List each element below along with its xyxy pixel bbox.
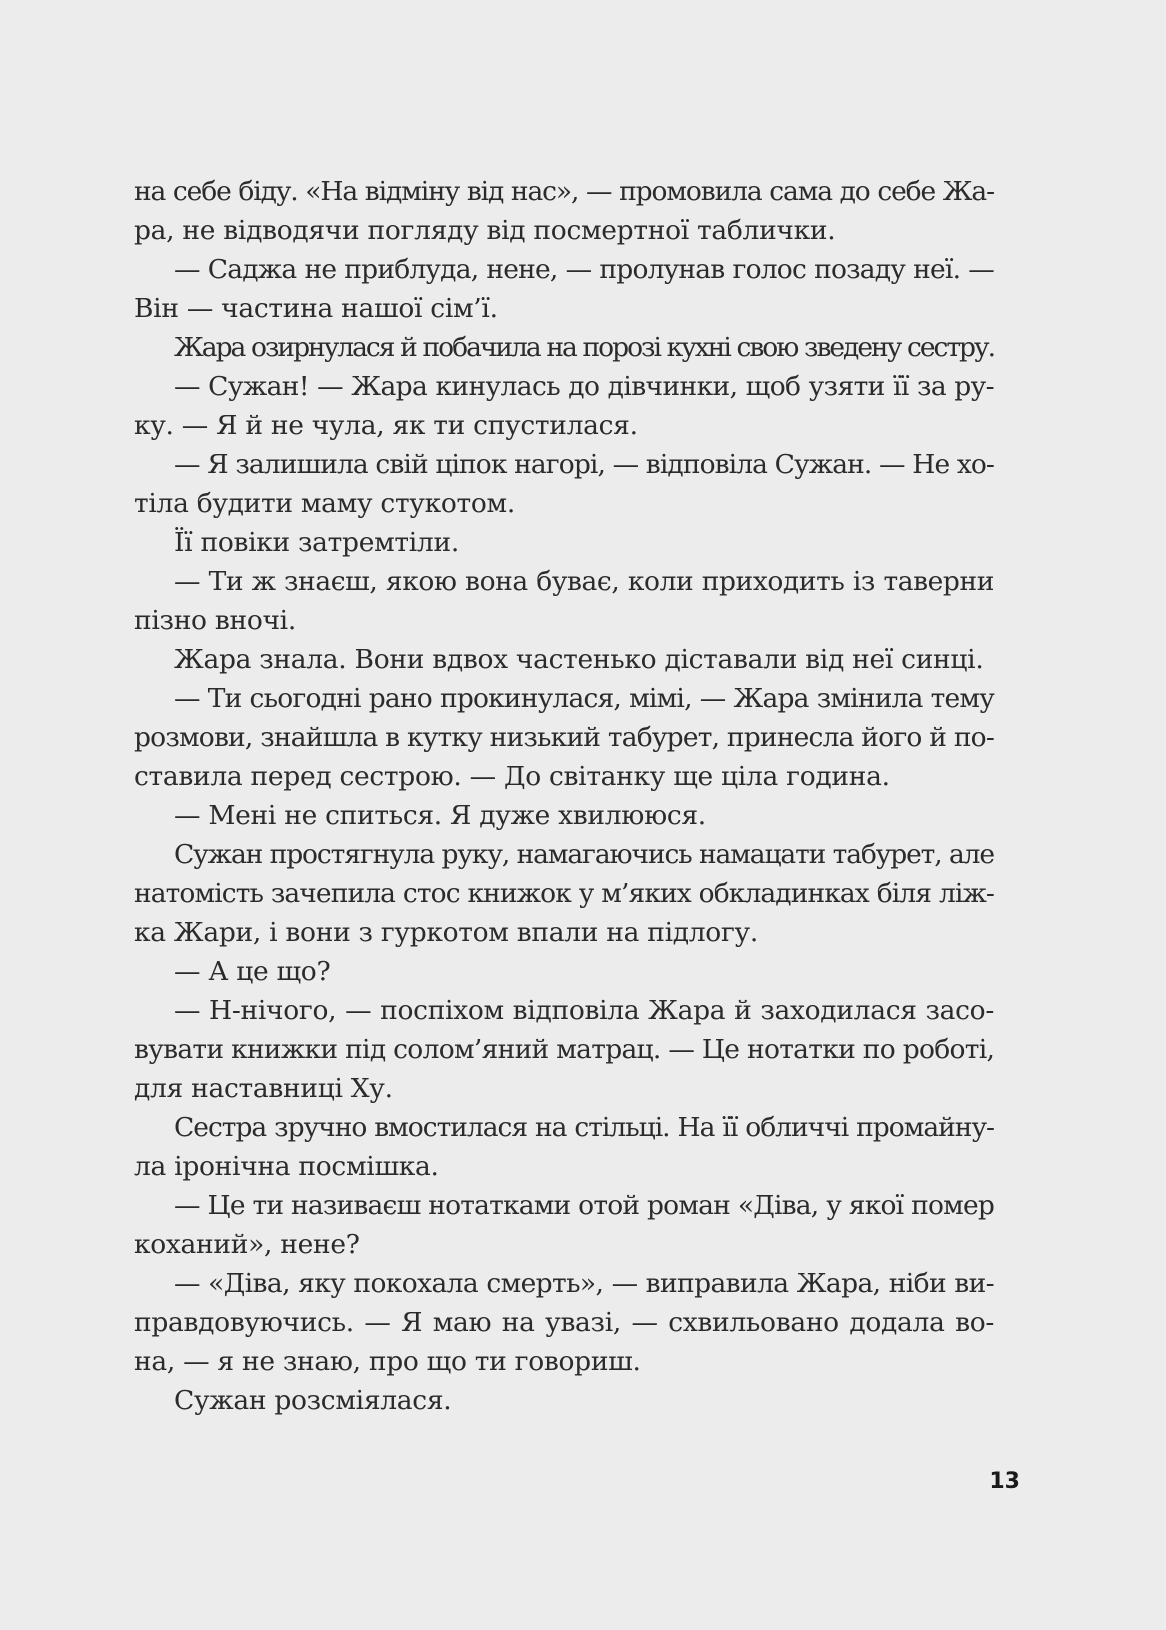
text-line: ла іронічна посмішка. (134, 1151, 439, 1182)
text-line: натомість зачепила стос книжок у м’яких обкладинках біля ліж- (134, 878, 994, 909)
text-line: тіла будити маму стукотом. (134, 488, 515, 519)
text-line: Сужан розсміялася. (174, 1385, 452, 1416)
text-line: — А це що? (174, 956, 331, 987)
text-line: — Це ти називаєш нотатками отой роман «Діва, у якої помер (174, 1190, 994, 1221)
text-line: — Саджа не приблуда, нене, — пролунав голос позаду неї. — (174, 254, 994, 285)
text-line: вувати книжки під солом’яний матрац. — Це нотатки по роботі, (134, 1034, 995, 1065)
text-line: Сестра зручно вмостилася на стільці. На її обличчі промайну- (174, 1112, 994, 1143)
text-line: Сужан простягнула руку, намагаючись намацати табурет, але (174, 839, 994, 870)
text-line: правдовуючись. — Я маю на увазі, — схвильовано додала во- (134, 1307, 994, 1338)
text-line: — Н-нічого, — поспіхом відповіла Жара й заходилася засо- (174, 995, 994, 1026)
text-line: ку. — Я й не чула, як ти спустилася. (134, 410, 638, 441)
text-line: на, — я не знаю, про що ти говориш. (134, 1346, 641, 1377)
text-line: Жара знала. Вони вдвох частенько діставали від неї синці. (174, 644, 984, 675)
text-line: Він — частина нашої сім’ї. (134, 293, 498, 324)
text-line: на себе біду. «На відміну від нас», — промовила сама до себе Жа- (134, 176, 994, 207)
text-line: Жара озирнулася й побачила на порозі кухні свою зведену сестру. (174, 332, 994, 363)
text-line: ка Жари, і вони з гуркотом впали на підлогу. (134, 917, 758, 948)
text-line: ставила перед сестрою. — До світанку ще ціла година. (134, 761, 890, 792)
text-line: розмови, знайшла в кутку низький табурет, принесла його й по- (134, 722, 994, 753)
body-text (134, 172, 994, 1420)
page-number: 13 (989, 1469, 1020, 1494)
text-line: — Мені не спиться. Я дуже хвилююся. (174, 800, 706, 831)
text-line: — Сужан! — Жара кинулась до дівчинки, щоб узяти її за ру- (174, 371, 994, 402)
text-line: Її повіки затремтіли. (174, 527, 459, 558)
text-line: — Ти сьогодні рано прокинулася, мімі, — Жара змінила тему (174, 683, 994, 714)
text-line: — Ти ж знаєш, якою вона буває, коли приходить із таверни (174, 566, 994, 597)
text-line: пізно вночі. (134, 605, 296, 636)
text-line: ра, не відводячи погляду від посмертної таблички. (134, 215, 836, 246)
text-line: — «Діва, яку покохала смерть», — виправила Жара, ніби ви- (174, 1268, 994, 1299)
text-line: для наставниці Ху. (134, 1073, 393, 1104)
text-line: коханий», нене? (134, 1229, 360, 1260)
text-line: — Я залишила свій ціпок нагорі, — відповіла Сужан. — Не хо- (174, 449, 994, 480)
